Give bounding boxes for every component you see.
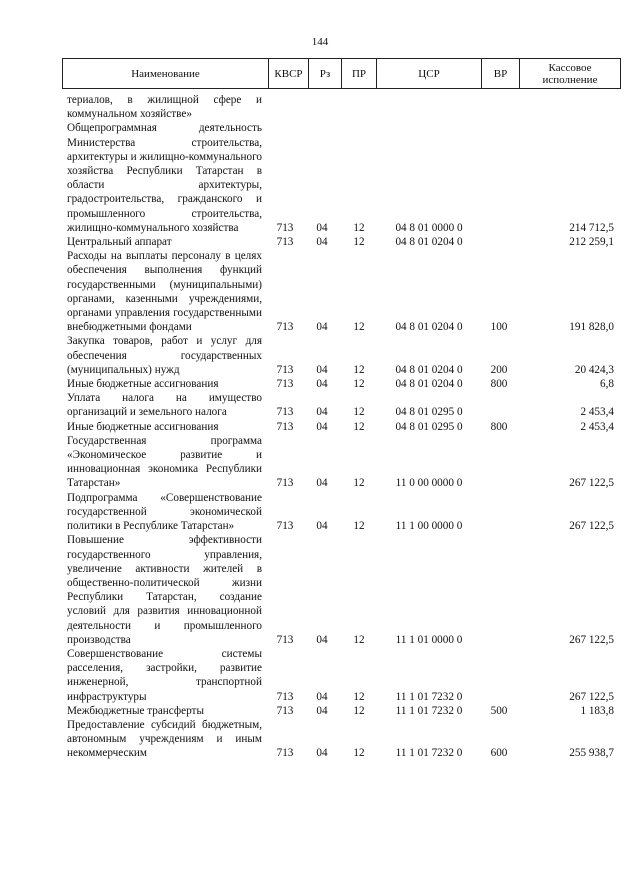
row-amount: 2 453,4 bbox=[580, 420, 614, 433]
row-name: Подпрограмма «Совершенствование государственной экономической политики в Республике Татарстан» bbox=[67, 491, 262, 533]
row-csr: 04 8 01 0204 0 bbox=[395, 363, 463, 376]
row-csr: 04 8 01 0204 0 bbox=[395, 378, 463, 391]
header-amount: Кассовое исполнение bbox=[542, 61, 598, 86]
row-rz: 04 bbox=[316, 406, 328, 419]
row-kvsr: 713 bbox=[276, 406, 294, 419]
row-vr: 200 bbox=[490, 363, 508, 376]
row-csr: 04 8 01 0295 0 bbox=[395, 420, 463, 433]
row-name: Центральный аппарат bbox=[67, 236, 172, 249]
row-rz: 04 bbox=[316, 236, 328, 249]
table-row bbox=[62, 235, 621, 249]
row-rz: 04 bbox=[316, 378, 328, 391]
row-name: Расходы на выплаты персоналу в целях обеспечения выполнения функций государственными (муниципальными) органами, казенными учреждениями, органами управления государственными внебюджетными фондами bbox=[67, 250, 262, 334]
row-pr: 12 bbox=[353, 747, 365, 760]
row-pr: 12 bbox=[353, 477, 365, 490]
row-pr: 12 bbox=[353, 406, 365, 419]
row-amount: 1 183,8 bbox=[580, 704, 614, 717]
row-kvsr: 713 bbox=[276, 221, 294, 234]
header-name: Наименование bbox=[63, 59, 269, 88]
row-rz: 04 bbox=[316, 704, 328, 717]
row-name: Совершенствование системы расселения, застройки, развитие инженерной, транспортной инфраструктуры bbox=[67, 647, 262, 703]
row-rz: 04 bbox=[316, 477, 328, 490]
row-rz: 04 bbox=[316, 363, 328, 376]
row-vr: 100 bbox=[490, 321, 508, 334]
table-row bbox=[62, 704, 621, 718]
row-kvsr: 713 bbox=[276, 690, 294, 703]
row-name: Предоставление субсидий бюджетным, автономным учреждениям и иным некоммерческим bbox=[67, 718, 262, 760]
row-pr: 12 bbox=[353, 704, 365, 717]
row-kvsr: 713 bbox=[276, 236, 294, 249]
row-csr: 04 8 01 0000 0 bbox=[395, 221, 463, 234]
page-number: 144 bbox=[311, 36, 329, 48]
row-amount: 212 259,1 bbox=[569, 236, 614, 249]
table-row bbox=[62, 491, 621, 534]
table-row bbox=[62, 121, 621, 235]
row-amount: 267 122,5 bbox=[569, 690, 614, 703]
table-row bbox=[62, 420, 621, 434]
row-amount: 2 453,4 bbox=[580, 406, 614, 419]
row-rz: 04 bbox=[316, 690, 328, 703]
row-csr: 11 1 01 7232 0 bbox=[395, 690, 463, 703]
row-vr: 800 bbox=[490, 378, 508, 391]
row-kvsr: 713 bbox=[276, 420, 294, 433]
table-body bbox=[62, 93, 621, 761]
table-row bbox=[62, 434, 621, 491]
row-amount: 267 122,5 bbox=[569, 477, 614, 490]
table-row bbox=[62, 249, 621, 334]
row-pr: 12 bbox=[353, 633, 365, 646]
row-csr: 04 8 01 0204 0 bbox=[395, 236, 463, 249]
row-kvsr: 713 bbox=[276, 378, 294, 391]
row-csr: 11 1 00 0000 0 bbox=[395, 520, 463, 533]
row-kvsr: 713 bbox=[276, 704, 294, 717]
row-pr: 12 bbox=[353, 520, 365, 533]
row-name: Общепрограммная деятельность Министерства строительства, архитектуры и жилищно-коммунального хозяйства Республики Татарстан в области архитектуры, градостроительства, гражданского и промышленного строительства, жилищно-коммунального хозяйства bbox=[67, 122, 262, 234]
row-vr: 500 bbox=[490, 704, 508, 717]
row-pr: 12 bbox=[353, 321, 365, 334]
table-row bbox=[62, 377, 621, 391]
header-vr: ВР bbox=[482, 59, 520, 88]
header-kvsr: КВСР bbox=[269, 59, 309, 88]
row-kvsr: 713 bbox=[276, 321, 294, 334]
row-pr: 12 bbox=[353, 236, 365, 249]
table-row bbox=[62, 391, 621, 419]
row-csr: 04 8 01 0204 0 bbox=[395, 321, 463, 334]
row-amount: 191 828,0 bbox=[569, 321, 614, 334]
row-pr: 12 bbox=[353, 363, 365, 376]
row-name: Государственная программа «Экономическое развитие и инновационная экономика Республики Татарстан» bbox=[67, 434, 262, 490]
row-name: Повышение эффективности государственного управления, увеличение активности жителей в общественно-политической жизни Республики Татарстан, создание условий для развития инновационной деятельности и промышленного производства bbox=[67, 534, 262, 646]
row-rz: 04 bbox=[316, 747, 328, 760]
row-kvsr: 713 bbox=[276, 477, 294, 490]
row-name: Межбюджетные трансферты bbox=[67, 704, 204, 717]
row-name: Уплата налога на имущество организаций и земельного налога bbox=[67, 392, 262, 419]
row-csr: 11 1 01 7232 0 bbox=[395, 747, 463, 760]
row-vr: 600 bbox=[490, 747, 508, 760]
row-name: териалов, в жилищной сфере и коммунальном хозяйстве» bbox=[67, 94, 262, 121]
row-kvsr: 713 bbox=[276, 747, 294, 760]
row-kvsr: 713 bbox=[276, 633, 294, 646]
row-csr: 04 8 01 0295 0 bbox=[395, 406, 463, 419]
table-row bbox=[62, 93, 621, 121]
row-amount: 255 938,7 bbox=[569, 747, 614, 760]
row-pr: 12 bbox=[353, 690, 365, 703]
row-vr: 800 bbox=[490, 420, 508, 433]
row-rz: 04 bbox=[316, 420, 328, 433]
table-header bbox=[62, 58, 621, 89]
row-csr: 11 1 01 0000 0 bbox=[395, 633, 463, 646]
header-rz: Рз bbox=[309, 59, 342, 88]
table-row bbox=[62, 533, 621, 647]
row-name: Иные бюджетные ассигнования bbox=[67, 420, 219, 433]
header-pr: ПР bbox=[342, 59, 377, 88]
row-name: Закупка товаров, работ и услуг для обеспечения государственных (муниципальных) нужд bbox=[67, 335, 262, 376]
row-rz: 04 bbox=[316, 321, 328, 334]
row-rz: 04 bbox=[316, 221, 328, 234]
row-amount: 267 122,5 bbox=[569, 520, 614, 533]
row-name: Иные бюджетные ассигнования bbox=[67, 378, 219, 391]
row-kvsr: 713 bbox=[276, 363, 294, 376]
row-pr: 12 bbox=[353, 420, 365, 433]
row-pr: 12 bbox=[353, 378, 365, 391]
row-csr: 11 0 00 0000 0 bbox=[395, 477, 463, 490]
row-pr: 12 bbox=[353, 221, 365, 234]
table-row bbox=[62, 718, 621, 761]
table-row bbox=[62, 647, 621, 704]
row-kvsr: 713 bbox=[276, 520, 294, 533]
row-rz: 04 bbox=[316, 633, 328, 646]
row-amount: 20 424,3 bbox=[574, 363, 614, 376]
row-rz: 04 bbox=[316, 520, 328, 533]
row-amount: 214 712,5 bbox=[569, 221, 614, 234]
header-csr: ЦСР bbox=[377, 59, 482, 88]
row-csr: 11 1 01 7232 0 bbox=[395, 704, 463, 717]
row-amount: 267 122,5 bbox=[569, 633, 614, 646]
row-amount: 6,8 bbox=[600, 378, 614, 391]
table-row bbox=[62, 334, 621, 377]
